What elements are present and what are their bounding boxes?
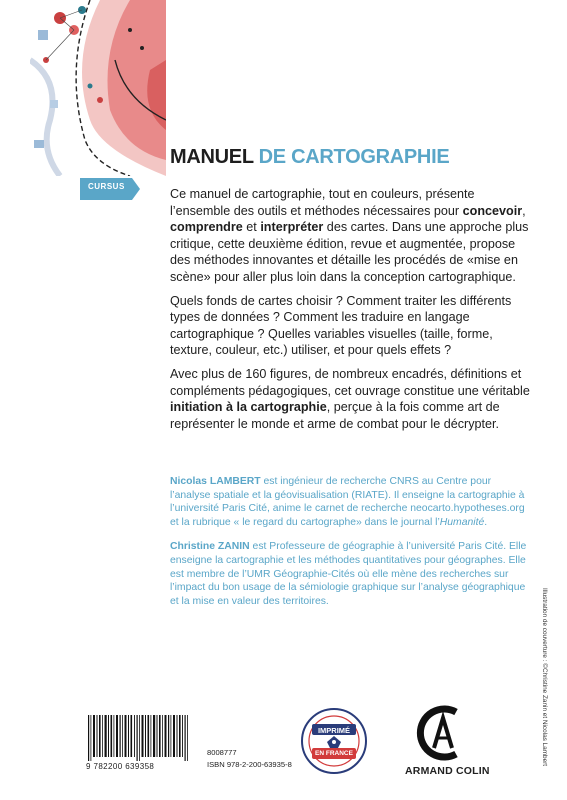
- author-bios: [170, 475, 530, 619]
- emphasis-initiation: initiation à la cartographie: [170, 400, 327, 415]
- credit-text: Illustration de couverture : ©Christine Zanin et Nicolas Lambert: [541, 588, 548, 767]
- author-name: Nicolas LAMBERT: [170, 476, 261, 487]
- emphasis-concevoir: concevoir: [462, 203, 523, 218]
- author-name: Christine ZANIN: [170, 541, 250, 553]
- summary-text: Ce manuel de cartographie, tout en couleurs, présente l’ensemble des outils et méthodes nécessaires pour: [170, 187, 475, 218]
- back-cover-summary: [170, 186, 530, 439]
- summary-text: des cartes. Dans une approche plus critique, cette deuxième édition, revue et augmentée, propose des méthodes innovantes et détaille les procédés de «mise en scène» pour aller plus loin dans la conception cartographique.: [170, 220, 529, 284]
- author-bio-text: .: [484, 516, 488, 528]
- armand-colin-logo: [412, 704, 472, 762]
- author-bio-zanin: [170, 540, 530, 608]
- author-bio-lambert: [170, 475, 530, 529]
- series-badge-label: CURSUS: [88, 182, 125, 191]
- emphasis-comprendre: comprendre: [170, 220, 243, 235]
- product-code: 8008777: [207, 748, 237, 757]
- title-part-manuel: MANUEL: [170, 146, 254, 168]
- summary-text: et: [242, 220, 261, 235]
- author-bio-italic: Humanité: [439, 516, 485, 528]
- summary-text: , perçue à la fois comme art de représenter le monde et arme de combat pour le décrypter.: [170, 400, 500, 431]
- publisher-name: ARMAND COLIN: [405, 765, 490, 777]
- series-badge: [80, 178, 140, 200]
- cover-illustration: [30, 0, 166, 176]
- title-part-cartographie: DE CARTOGRAPHIE: [258, 146, 450, 168]
- summary-paragraph-3: [170, 366, 530, 432]
- book-title: [170, 146, 449, 169]
- stamp-top-text: IMPRIMÉ: [317, 726, 351, 735]
- summary-paragraph-1: [170, 186, 530, 286]
- author-bio-text: est ingénieur de recherche CNRS au Centre pour l’analyse spatiale et la géovisualisation (RIATE). Il enseigne la cartographie à l’université Paris Cité, anime le carnet de recherche neocarto.hypotheses.org et la rubrique « le regard du cartographe» dans le journal l’: [170, 476, 525, 528]
- stamp-bottom-text: EN FRANCE: [315, 750, 353, 757]
- emphasis-interpreter: interpréter: [260, 220, 324, 235]
- summary-text: Avec plus de 160 figures, de nombreux encadrés, définitions et compléments pédagogiques, cet ouvrage constitue une véritable: [170, 366, 530, 398]
- imprime-en-france-stamp: [300, 707, 368, 775]
- barcode-digits: 9 782200 639358: [86, 762, 155, 771]
- illustration-credit: [541, 588, 558, 788]
- summary-text: ,: [522, 203, 526, 218]
- summary-paragraph-2: Quels fonds de cartes choisir ? Comment traiter les différents types de données ? Comment les traduire en langage cartographique ? Quelles variables visuelles (taille, forme, texture, couleur, etc.) utiliser, et pour quels effets ?: [170, 293, 512, 358]
- isbn-number: ISBN 978-2-200-63935-8: [207, 760, 292, 769]
- author-bio-text: est Professeure de géographie à l’université Paris Cité. Elle enseigne la cartographie et les méthodes quantitatives pour géographes. Elle est membre de l’UMR Géographie-Cités où elle mène des recherches sur l’impact du bon usage de la sémiologie graphique sur l’analyse géographique et la mise en valeur des territoires.: [170, 541, 527, 607]
